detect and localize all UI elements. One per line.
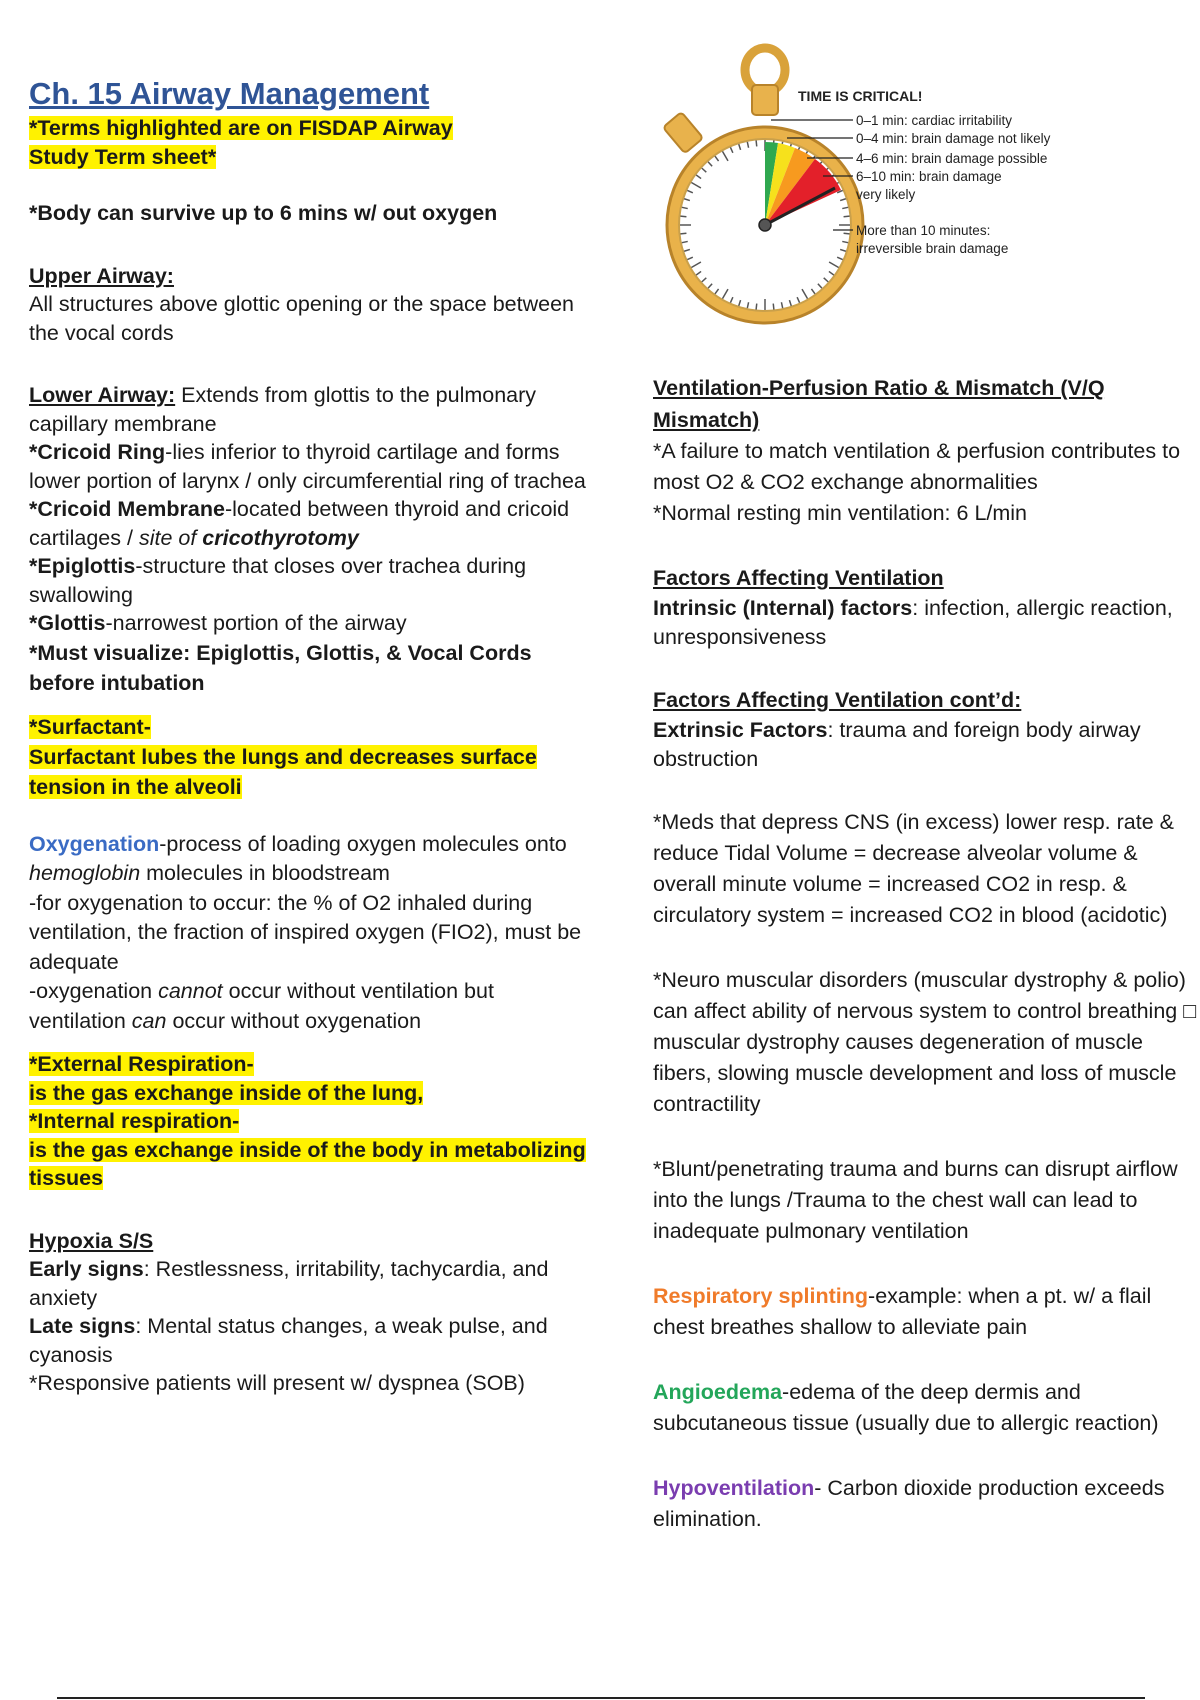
glottis-term: *Glottis [29, 611, 106, 635]
late-signs-label: Late signs [29, 1314, 136, 1338]
lower-airway-heading: Lower Airway: [29, 383, 176, 407]
extrinsic-text: : trauma and foreign body airway obstruction [653, 718, 1141, 771]
ext-resp-text: is the gas exchange inside of the lung, [29, 1080, 424, 1105]
upper-airway-text: All structures above glottic opening or the space between the vocal cords [29, 292, 574, 345]
oxy-cannot-c: occur without oxygenation [166, 1008, 422, 1033]
oxygenation-term: Oxygenation [29, 831, 160, 856]
cricoid-membrane-proc: cricothyrotomy [202, 525, 359, 550]
oxygenation-cannot [29, 977, 589, 1036]
lower-airway-text: Extends from glottis to the pulmonary capillary membrane [29, 383, 537, 436]
splinting-term: Respiratory splinting [653, 1284, 869, 1308]
trauma-note: *Blunt/penetrating trauma and burns can disrupt airflow into the lungs /Trauma to the chest wall can lead to inadequate pulmonary ventilation [653, 1157, 1178, 1243]
oxy-cannot-b: occur without ventilation but ventilation [29, 979, 494, 1033]
left-column [29, 76, 589, 1398]
int-resp-line2: tissues [29, 1166, 104, 1190]
oxygenation-hemoglobin: hemoglobin [29, 861, 141, 885]
cricoid-membrane-site: site of [138, 525, 203, 550]
oxygenation-fio2: -for oxygenation to occur: the % of O2 inhaled during ventilation, the fraction of inspired oxygen (FIO2), must be adequate [29, 890, 582, 974]
int-resp-term: *Internal respiration- [29, 1109, 240, 1133]
oxy-cannot-a: -oxygenation [29, 979, 159, 1003]
early-signs-text: : Restlessness, irritability, tachycardia, and anxiety [29, 1257, 549, 1310]
surfactant [29, 712, 589, 802]
page-title: Ch. 15 Airway Management [29, 76, 430, 111]
tick-mark [844, 233, 850, 234]
angioedema-term: Angioedema [653, 1380, 783, 1404]
hypoventilation-term: Hypoventilation [653, 1476, 815, 1500]
stopwatch-label-3: 4–6 min: brain damage possible [856, 151, 1048, 166]
cricoid-ring-text: -lies inferior to thyroid cartilage and forms lower portion of larynx / only circumferential ring of trachea [29, 440, 586, 493]
surfactant-line1: Surfactant lubes the lungs and decreases surface [29, 744, 537, 769]
factors-heading: Factors Affecting Ventilation [653, 566, 944, 590]
vq-heading: Ventilation-Perfusion Ratio & Mismatch (V/Q Mismatch) [653, 376, 1105, 432]
splinting-text: -example: when a pt. w/ a flail chest breathes shallow to alleviate pain [653, 1284, 1152, 1339]
stopwatch-figure [655, 30, 1095, 340]
epiglottis-term: *Epiglottis [29, 554, 136, 578]
stopwatch-label-5a: More than 10 minutes: [856, 223, 991, 238]
neuro-note: *Neuro muscular disorders (muscular dystrophy & polio) can affect ability of nervous system to control breathing □ muscular dystrophy causes degeneration of muscle fibers, slowing muscle development and loss of muscle contractility [653, 968, 1197, 1116]
fisdap-note-line1: *Terms highlighted are on FISDAP Airway [29, 116, 453, 140]
hypoxia-heading: Hypoxia S/S [29, 1228, 154, 1253]
cricoid-ring-term: *Cricoid Ring [29, 440, 166, 464]
oxy-can: can [131, 1008, 167, 1033]
right-column [653, 372, 1198, 1535]
angioedema [653, 1377, 1198, 1439]
vq-text2: *Normal resting min ventilation: 6 L/min [653, 501, 1028, 525]
cricoid-membrane [29, 495, 589, 552]
tick-mark [844, 216, 850, 217]
lower-airway [29, 381, 589, 438]
vq-text1: *A failure to match ventilation & perfusion contributes to most O2 & CO2 exchange abnormalities [653, 439, 1181, 494]
oxygenation [29, 830, 589, 889]
tick-mark [756, 140, 757, 146]
intrinsic-label: Intrinsic (Internal) factors [653, 596, 913, 620]
cricoid-ring [29, 438, 589, 495]
stopwatch-pivot [759, 219, 771, 231]
tick-mark [680, 216, 686, 217]
must-visualize: *Must visualize: Epiglottis, Glottis, & Vocal Cords before intubation [29, 640, 532, 695]
ext-resp-term: *External Respiration- [29, 1052, 254, 1076]
epiglottis-text: -structure that closes over trachea during swallowing [29, 554, 527, 607]
stopwatch-label-4a: 6–10 min: brain damage [856, 169, 1002, 184]
late-signs-text: : Mental status changes, a weak pulse, and cyanosis [29, 1314, 548, 1367]
oxygenation-text: -process of loading oxygen molecules onto [159, 831, 567, 856]
hypoventilation [653, 1473, 1198, 1535]
tick-mark [773, 304, 774, 310]
hypoventilation-text: - Carbon dioxide production exceeds elimination. [653, 1476, 1165, 1531]
stopwatch-label-4b: very likely [856, 187, 916, 202]
extrinsic-factors [653, 716, 1198, 773]
splinting [653, 1281, 1198, 1343]
respiration [29, 1050, 589, 1193]
fisdap-note-line2: Study Term sheet* [29, 144, 217, 169]
factors-cont-heading: Factors Affecting Ventilation cont’d: [653, 688, 1022, 712]
cricoid-membrane-text: -located between thyroid and cricoid cartilages / [29, 497, 570, 550]
stopwatch-crown [745, 48, 785, 115]
late-signs [29, 1312, 589, 1369]
surfactant-line2: tension in the alveoli [29, 774, 242, 799]
extrinsic-label: Extrinsic Factors [653, 718, 828, 742]
surfactant-term: *Surfactant- [29, 714, 151, 739]
stopwatch-label-5b: irreversible brain damage [856, 241, 1009, 256]
glottis-text: -narrowest portion of the airway [105, 611, 407, 635]
stopwatch-pusher [663, 112, 703, 153]
early-signs [29, 1255, 589, 1312]
glottis [29, 609, 589, 638]
tick-mark [756, 304, 757, 310]
meds-note: *Meds that depress CNS (in excess) lower resp. rate & reduce Tidal Volume = decrease alveolar volume & overall minute volume = increased CO2 in resp. & circulatory system = increased CO2 in blood (acidotic) [653, 810, 1174, 927]
epiglottis [29, 552, 589, 609]
upper-airway-heading: Upper Airway: [29, 263, 174, 288]
responsive-note: *Responsive patients will present w/ dyspnea (SOB) [29, 1371, 525, 1395]
stopwatch-label-1: 0–1 min: cardiac irritability [856, 113, 1013, 128]
stopwatch-heading: TIME IS CRITICAL! [798, 88, 923, 104]
intrinsic-text: : infection, allergic reaction, unresponsiveness [653, 596, 1173, 649]
angioedema-text: -edema of the deep dermis and subcutaneous tissue (usually due to allergic reaction) [653, 1380, 1159, 1435]
int-resp-line1: is the gas exchange inside of the body in metabolizing [29, 1137, 586, 1162]
bottom-rule [57, 1697, 1145, 1699]
early-signs-label: Early signs [29, 1257, 144, 1281]
stopwatch-label-2: 0–4 min: brain damage not likely [856, 131, 1051, 146]
survive-note: *Body can survive up to 6 mins w/ out oxygen [29, 201, 498, 225]
oxy-cannot: cannot [158, 979, 223, 1003]
cricoid-membrane-term: *Cricoid Membrane [29, 497, 225, 521]
tick-mark [680, 233, 686, 234]
intrinsic-factors [653, 594, 1198, 651]
oxygenation-text2: molecules in bloodstream [140, 861, 390, 885]
fisdap-note [29, 114, 589, 171]
